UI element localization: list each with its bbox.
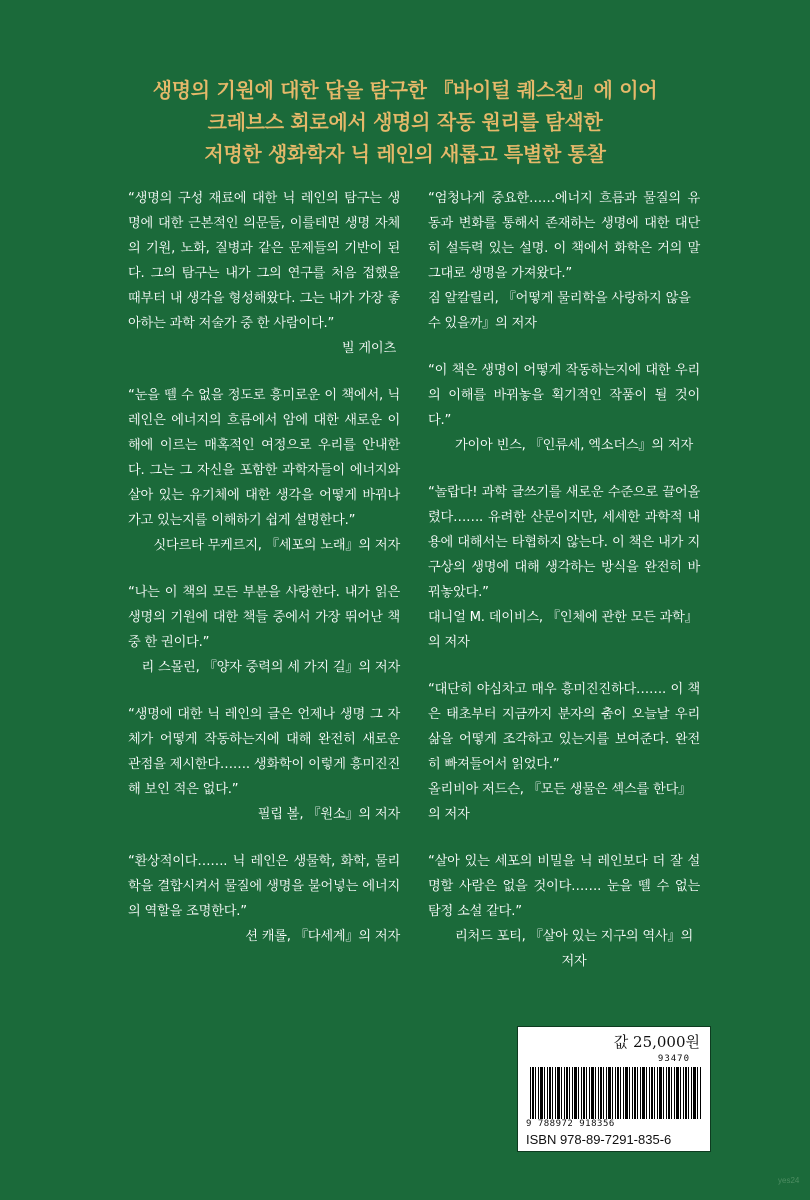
quote-source: 대니얼 M. 데이비스, 『인체에 관한 모든 과학』의 저자 [428, 610, 698, 650]
quote-source: 션 캐롤, 『다세계』의 저자 [245, 929, 400, 944]
quote-text: “대단히 야심차고 매우 흥미진진하다……. 이 책은 태초부터 지금까지 분자의 춤이 오늘날 우리 삶을 어떻게 조각하고 있는지를 보여준다. 완전히 빠져들어서 읽었다.” [428, 682, 700, 772]
headline-line: 크레브스 회로에서 생명의 작동 원리를 탐색한 [207, 110, 603, 134]
quote-source: 리 스몰린, 『양자 중력의 세 가지 길』의 저자 [141, 660, 400, 675]
quote-text: “생명에 대한 닉 레인의 글은 언제나 생명 그 자체가 어떻게 작동하는지에 대해 완전히 새로운 관점을 제시한다……. 생화학이 이렇게 흥미진진해 보인 적은 없다.” [128, 707, 400, 797]
quote-block [428, 186, 700, 336]
quote-block [128, 849, 400, 949]
isbn-label: ISBN 978-89-7291-835-6 [526, 1132, 672, 1147]
quote-text: “살아 있는 세포의 비밀을 닉 레인보다 더 잘 설명할 사람은 없을 것이다……. 눈을 뗄 수 없는 탐정 소설 같다.” [428, 854, 700, 919]
quote-source: 가이아 빈스, 『인류세, 엑소더스』의 저자 [454, 438, 693, 453]
quote-text: “놀랍다! 과학 글쓰기를 새로운 수준으로 끌어올렸다……. 유려한 산문이지만, 세세한 과학적 내용에 대해서는 타협하지 않는다. 이 책은 내가 지구상의 생명에 대해 생각하는 방식을 완전히 바꿔놓았다.” [428, 485, 700, 600]
quote-source: 리처드 포티, 『살아 있는 지구의 역사』의 저자 [454, 929, 693, 969]
quote-text: “눈을 뗄 수 없을 정도로 흥미로운 이 책에서, 닉 레인은 에너지의 흐름에서 암에 대한 새로운 이해에 이르는 매혹적인 여정으로 우리를 안내한다. 그는 그 자신을 포함한 과학자들이 에너지와 살아 있는 유기체에 대한 생각을 어떻게 바꿔나가고 있는지를 이해하기 쉽게 설명한다.” [128, 388, 400, 528]
price-label: 값 25,000원 [613, 1033, 700, 1051]
quote-block [428, 358, 700, 458]
quote-source: 올리비아 저드슨, 『모든 생물은 섹스를 한다』의 저자 [428, 782, 692, 822]
quote-block [128, 383, 400, 558]
watermark: yes24 [778, 1176, 800, 1185]
quote-text: “엄청나게 중요한……에너지 흐름과 물질의 유동과 변화를 통해서 존재하는 생명에 대한 대단히 설득력 있는 설명. 이 책에서 화학은 거의 말 그대로 생명을 가져왔다.” [428, 191, 700, 281]
addon-code: 93470 [657, 1054, 690, 1064]
quote-block [128, 580, 400, 680]
quote-source: 싯다르타 무케르지, 『세포의 노래』의 저자 [153, 538, 400, 553]
headline-line: 저명한 생화학자 닉 레인의 새롭고 특별한 통찰 [204, 142, 606, 166]
quote-block [428, 677, 700, 827]
left-quote-column [128, 186, 400, 971]
price-barcode-box [517, 1026, 711, 1152]
quote-block [428, 849, 700, 974]
quote-source: 짐 알칼릴리, 『어떻게 물리학을 사랑하지 않을 수 있을까』의 저자 [428, 291, 691, 331]
cover-headline [0, 74, 810, 170]
quote-block [128, 186, 400, 361]
quote-text: “나는 이 책의 모든 부분을 사랑한다. 내가 읽은 생명의 기원에 대한 책들 중에서 가장 뛰어난 책 중 한 권이다.” [128, 585, 400, 650]
quote-text: “생명의 구성 재료에 대한 닉 레인의 탐구는 생명에 대한 근본적인 의문들, 이를테면 생명 자체의 기원, 노화, 질병과 같은 문제들의 기반이 된다. 그의 탐구는 내가 그의 연구를 처음 접했을 때부터 내 생각을 형성해왔다. 그는 내가 가장 좋아하는 과학 저술가 중 한 사람이다.” [128, 191, 400, 331]
quote-block [428, 480, 700, 655]
quote-source: 빌 게이츠 [341, 341, 396, 356]
quote-text: “환상적이다……. 닉 레인은 생물학, 화학, 물리학을 결합시켜서 물질에 생명을 불어넣는 에너지의 역할을 조명한다.” [128, 854, 400, 919]
quote-block [128, 702, 400, 827]
quote-source: 필립 볼, 『원소』의 저자 [257, 807, 400, 822]
right-quote-column [428, 186, 700, 996]
headline-line: 생명의 기원에 대한 답을 탐구한 『바이털 퀘스천』에 이어 [152, 78, 658, 102]
barcode-image [530, 1067, 702, 1119]
quote-text: “이 책은 생명이 어떻게 작동하는지에 대한 우리의 이해를 바꿔놓을 획기적인 작품이 될 것이다.” [428, 363, 700, 428]
barcode-number: 9 788972 918356 [526, 1119, 615, 1129]
